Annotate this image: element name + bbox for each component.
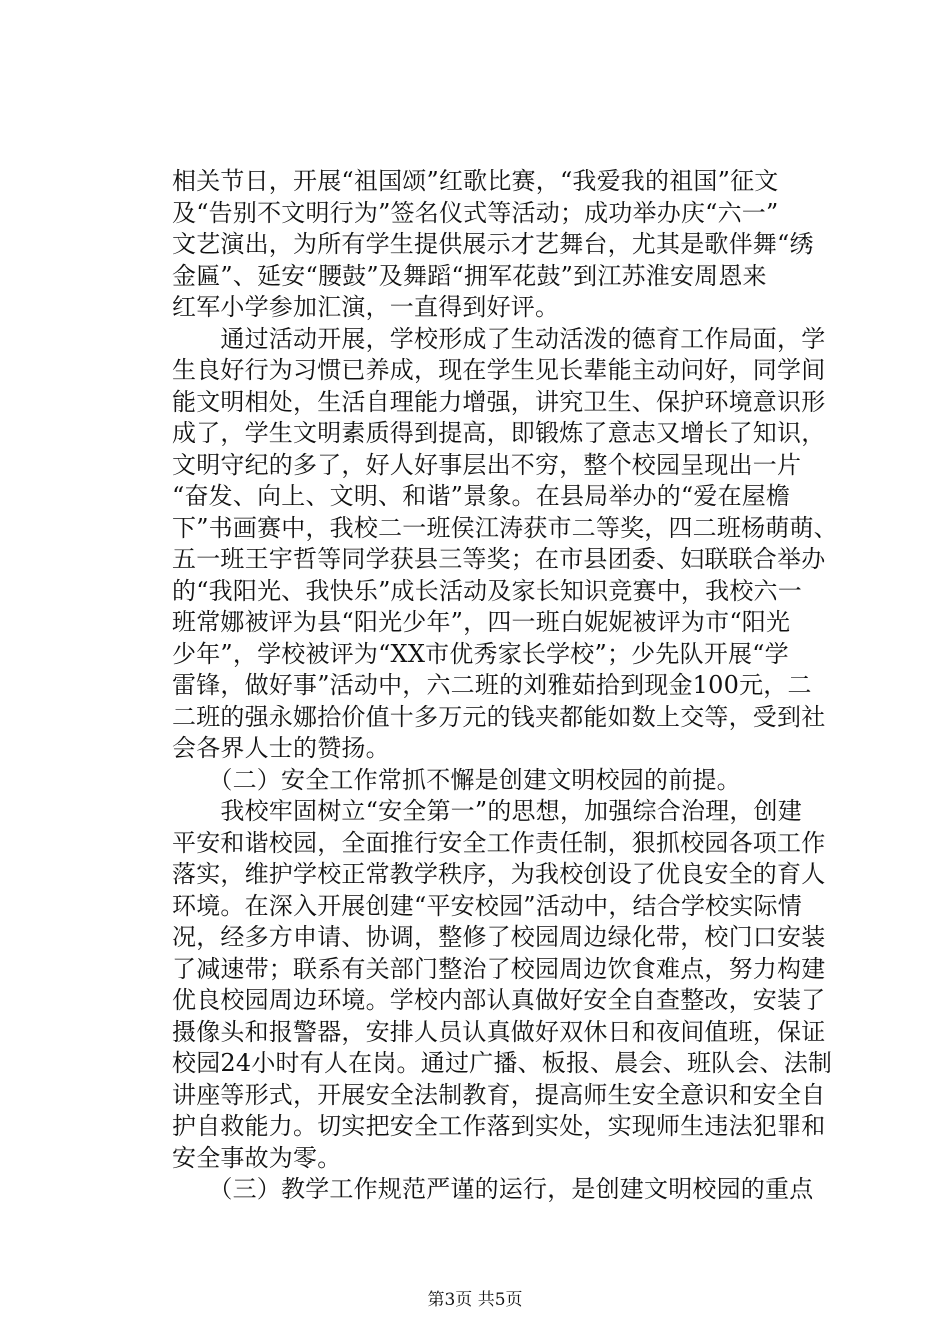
text-line: 通过活动开展，学校形成了生动活泼的德育工作局面，学 (172, 324, 826, 353)
text-line: 五一班王宇哲等同学获县三等奖；在市县团委、妇联联合举办 (172, 545, 826, 573)
text-line: 的“我阳光、我快乐”成长活动及家长知识竞赛中，我校六一 (172, 576, 802, 605)
text-line: 雷锋，做好事”活动中，六二班的刘雅茹拾到现金100元，二 (172, 671, 812, 699)
text-line: 二班的强永娜拾价值十多万元的钱夹都能如数上交等，受到社 (172, 702, 826, 731)
text-line: 生良好行为习惯已养成，现在学生见长辈能主动问好，同学间 (172, 356, 826, 384)
text-line: 红军小学参加汇演，一直得到好评。 (172, 293, 560, 321)
text-line: 摄像头和报警器，安排人员认真做好双休日和夜间值班，保证 (172, 1017, 826, 1046)
text-line: 能文明相处，生活自理能力增强，讲究卫生、保护环境意识形 (172, 387, 826, 416)
page-footer: 第3页 共5页 (427, 1290, 523, 1310)
text-line: 成了，学生文明素质得到提高，即锻炼了意志又增长了知识， (172, 419, 826, 447)
text-line: （三）教学工作规范严谨的运行，是创建文明校园的重点 (172, 1175, 814, 1203)
text-line: 讲座等形式，开展安全法制教育，提高师生安全意识和安全自 (172, 1080, 826, 1109)
text-line: 金匾”、延安“腰鼓”及舞蹈“拥军花鼓”到江苏淮安周恩来 (172, 261, 767, 290)
text-line: 班常娜被评为县“阳光少年”，四一班白妮妮被评为市“阳光 (172, 608, 791, 636)
text-line: 我校牢固树立“安全第一”的思想，加强综合治理，创建 (172, 797, 802, 825)
text-line: “奋发、向上、文明、和谐”景象。在县局举办的“爱在屋檐 (172, 482, 791, 510)
text-line: 文明守纪的多了，好人好事层出不穷，整个校园呈现出一片 (172, 450, 802, 479)
text-line: 况，经多方申请、协调，整修了校园周边绿化带，校门口安装 (172, 923, 826, 951)
text-line: 平安和谐校园，全面推行安全工作责任制，狠抓校园各项工作 (172, 828, 826, 857)
document-body (172, 166, 838, 1206)
text-line: 及“告别不文明行为”签名仪式等活动；成功举办庆“六一” (172, 198, 779, 227)
text-line: 文艺演出，为所有学生提供展示才艺舞台，尤其是歌伴舞“绣 (172, 230, 814, 258)
text-line: 校园24小时有人在岗。通过广播、板报、晨会、班队会、法制 (172, 1049, 833, 1077)
text-line: 落实，维护学校正常教学秩序，为我校创设了优良安全的育人 (172, 860, 826, 888)
text-line: 优良校园周边环境。学校内部认真做好安全自查整改，安装了 (172, 986, 826, 1014)
text-line: 环境。在深入开展创建“平安校园”活动中，结合学校实际情 (172, 891, 802, 920)
text-line: 会各界人士的赞扬。 (172, 734, 390, 762)
text-line: 了减速带；联系有关部门整治了校园周边饮食难点，努力构建 (172, 954, 826, 983)
text-line: （二）安全工作常抓不懈是创建文明校园的前提。 (172, 765, 741, 794)
text-line: 少年”，学校被评为“XX市优秀家长学校”；少先队开展“学 (172, 639, 789, 668)
text-line: 安全事故为零。 (172, 1143, 342, 1172)
text-line: 下”书画赛中，我校二一班侯江涛获市二等奖，四二班杨萌萌、 (172, 513, 838, 542)
text-line: 护自救能力。切实把安全工作落到实处，实现师生违法犯罪和 (172, 1112, 826, 1140)
text-line: 相关节日，开展“祖国颂”红歌比赛，“我爱我的祖国”征文 (172, 167, 779, 195)
